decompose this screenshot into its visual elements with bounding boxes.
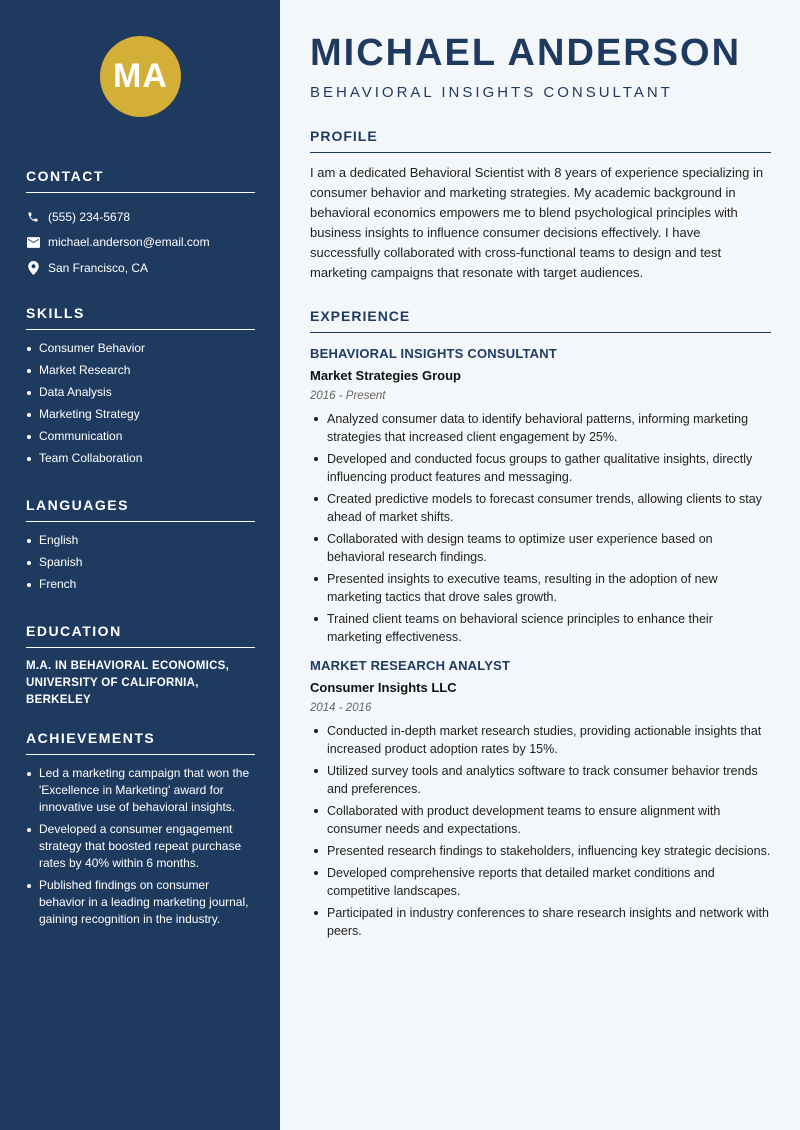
job-title: BEHAVIORAL INSIGHTS CONSULTANT bbox=[310, 346, 557, 361]
job-entry bbox=[310, 346, 771, 646]
job-dates: 2014 - 2016 bbox=[310, 702, 372, 714]
job-bullet: Collaborated with design teams to optimize user experience based on behavioral research findings. bbox=[310, 530, 771, 566]
education-heading: EDUCATION bbox=[26, 623, 255, 648]
achievement-item: Led a marketing campaign that won the 'Excellence in Marketing' award for innovative use of behavioral insights. bbox=[26, 765, 255, 816]
job-bullet: Conducted in-depth market research studies, providing actionable insights that increased product adoption rates by 15%. bbox=[310, 722, 771, 758]
contact-email bbox=[26, 230, 255, 256]
phone-icon bbox=[26, 210, 40, 224]
contact-location bbox=[26, 255, 255, 281]
achievement-item: Developed a consumer engagement strategy that boosted repeat purchase rates by 40% within 6 months. bbox=[26, 821, 255, 872]
achievements-heading: ACHIEVEMENTS bbox=[26, 730, 255, 755]
skill-item: Marketing Strategy bbox=[26, 406, 255, 423]
location-text: San Francisco, CA bbox=[48, 260, 149, 275]
job-title: MARKET RESEARCH ANALYST bbox=[310, 658, 511, 673]
education-degree: M.A. IN BEHAVIORAL ECONOMICS, UNIVERSITY OF CALIFORNIA, BERKELEY bbox=[26, 660, 230, 706]
skill-item: Market Research bbox=[26, 362, 255, 379]
achievements-section bbox=[26, 730, 255, 933]
contact-section bbox=[26, 168, 255, 281]
job-bullet: Presented insights to executive teams, resulting in the adoption of new marketing tactics that drove sales growth. bbox=[310, 570, 771, 606]
language-item: Spanish bbox=[26, 554, 255, 571]
full-name: MICHAEL ANDERSON bbox=[310, 32, 742, 74]
job-bullet: Analyzed consumer data to identify behavioral patterns, informing marketing strategies that increased client engagement by 25%. bbox=[310, 410, 771, 446]
company-name: Market Strategies Group bbox=[310, 368, 461, 383]
education-section bbox=[26, 623, 255, 709]
languages-heading: LANGUAGES bbox=[26, 497, 255, 522]
language-item: English bbox=[26, 532, 255, 549]
avatar-initials: MA bbox=[113, 57, 168, 95]
company-name: Consumer Insights LLC bbox=[310, 680, 457, 695]
mail-icon bbox=[26, 235, 40, 249]
language-item: French bbox=[26, 576, 255, 593]
contact-list bbox=[26, 204, 255, 281]
job-bullet: Created predictive models to forecast consumer trends, allowing clients to stay ahead of market shifts. bbox=[310, 490, 771, 526]
job-bullets bbox=[310, 410, 771, 646]
skill-item: Team Collaboration bbox=[26, 450, 255, 467]
job-entry bbox=[310, 658, 771, 940]
contact-phone bbox=[26, 204, 255, 230]
contact-heading: CONTACT bbox=[26, 168, 255, 193]
email-text[interactable]: michael.anderson@email.com bbox=[48, 235, 210, 250]
skill-item: Consumer Behavior bbox=[26, 340, 255, 357]
skill-item: Data Analysis bbox=[26, 384, 255, 401]
profile-heading: PROFILE bbox=[310, 128, 771, 153]
job-bullets bbox=[310, 722, 771, 940]
skill-item: Communication bbox=[26, 428, 255, 445]
location-pin-icon bbox=[26, 261, 40, 275]
profile-section bbox=[310, 128, 771, 283]
achievements-list bbox=[26, 765, 255, 928]
skills-list bbox=[26, 340, 255, 467]
languages-section bbox=[26, 497, 255, 598]
achievement-item: Published findings on consumer behavior in a leading marketing journal, gaining recognition in the industry. bbox=[26, 877, 255, 928]
avatar bbox=[100, 36, 181, 117]
job-bullet: Trained client teams on behavioral science principles to enhance their marketing effectiveness. bbox=[310, 610, 771, 646]
job-bullet: Collaborated with product development teams to ensure alignment with consumer needs and expectations. bbox=[310, 802, 771, 838]
skills-heading: SKILLS bbox=[26, 305, 255, 330]
job-role: BEHAVIORAL INSIGHTS CONSULTANT bbox=[310, 84, 673, 101]
skills-section bbox=[26, 305, 255, 472]
profile-text: I am a dedicated Behavioral Scientist with 8 years of experience specializing in consumer behavior and marketing strategies. My academic background in behavioral economics empowers me to blend psychological principles with business insights to influence consumer decisions effectively. I have successfully collaborated with cross-functional teams to design and test marketing campaigns that resonate with target audiences. bbox=[310, 165, 764, 280]
job-bullet: Developed and conducted focus groups to gather qualitative insights, directly influencing product features and messaging. bbox=[310, 450, 771, 486]
job-bullet: Developed comprehensive reports that detailed market conditions and competitive landscapes. bbox=[310, 864, 771, 900]
job-bullet: Presented research findings to stakeholders, influencing key strategic decisions. bbox=[310, 842, 771, 860]
phone-text[interactable]: (555) 234-5678 bbox=[48, 209, 131, 224]
job-bullet: Participated in industry conferences to share research insights and network with peers. bbox=[310, 904, 771, 940]
languages-list bbox=[26, 532, 255, 593]
job-bullet: Utilized survey tools and analytics software to track consumer behavior trends and preferences. bbox=[310, 762, 771, 798]
job-dates: 2016 - Present bbox=[310, 390, 386, 402]
experience-section bbox=[310, 308, 771, 944]
experience-heading: EXPERIENCE bbox=[310, 308, 771, 333]
sidebar bbox=[0, 0, 280, 1130]
